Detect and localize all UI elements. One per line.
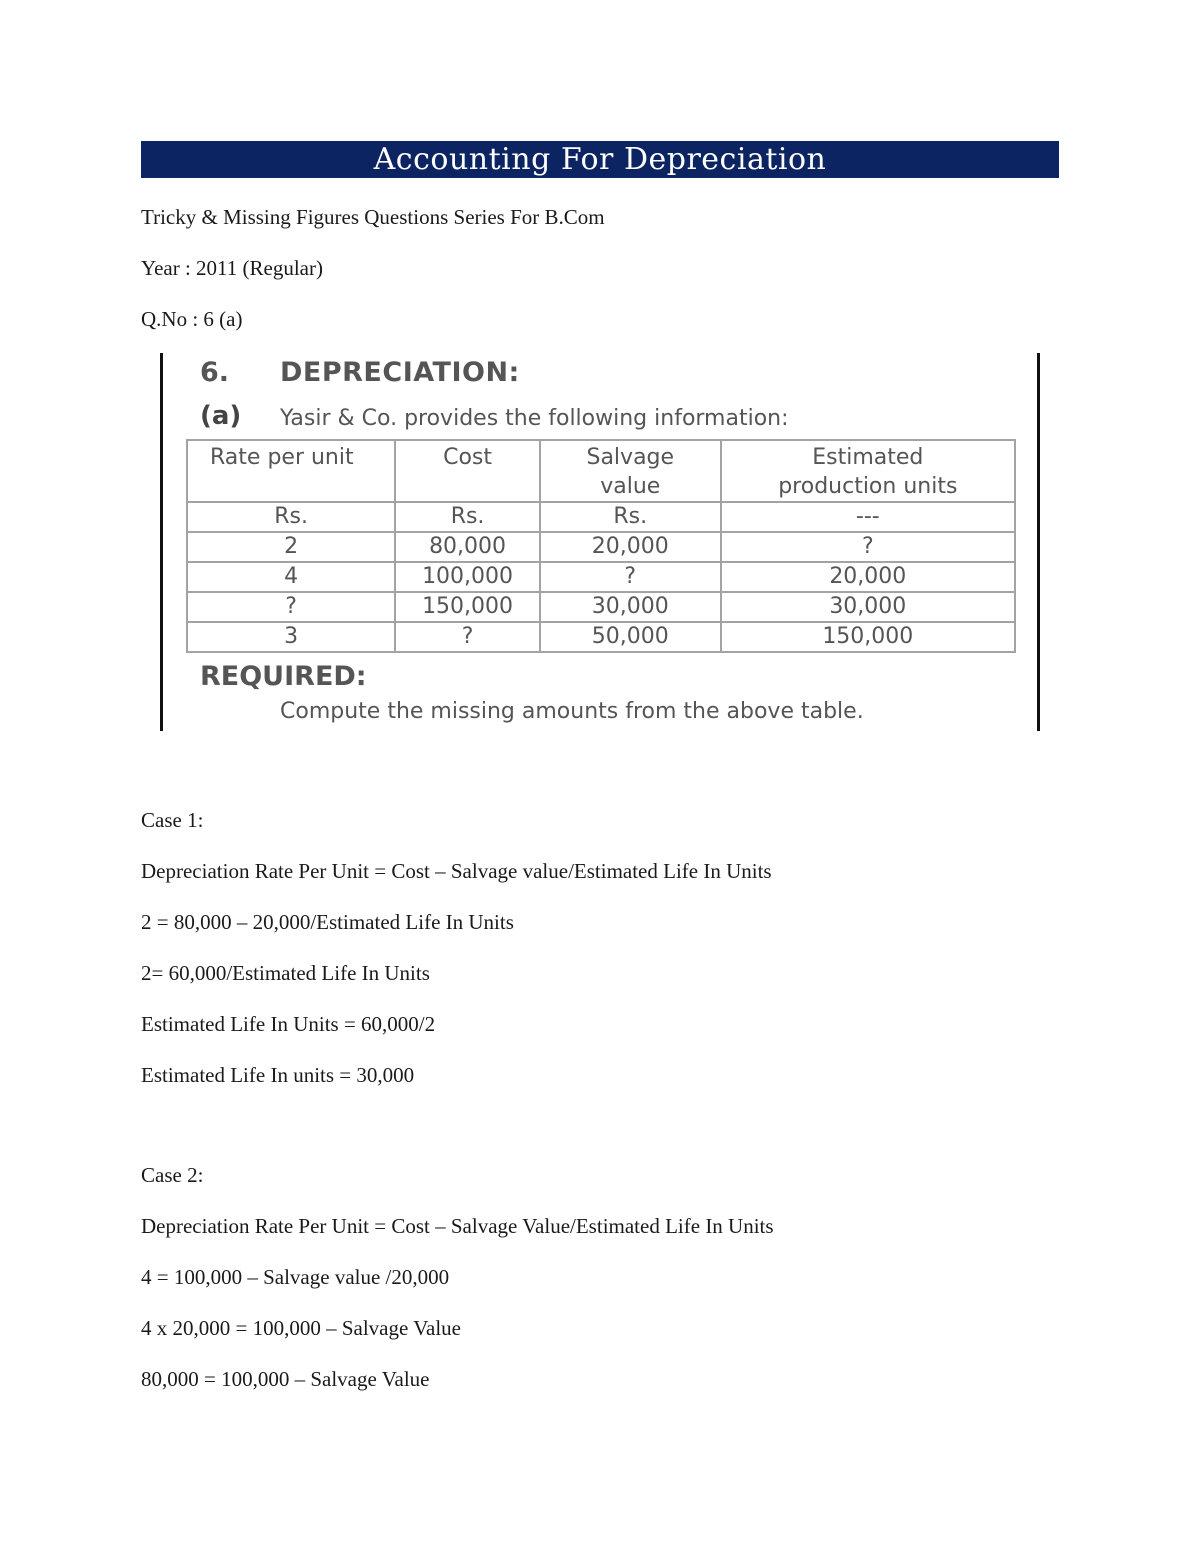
table-row <box>187 592 1015 622</box>
table-cell: 50,000 <box>540 622 721 652</box>
table-cell: 20,000 <box>540 532 721 562</box>
case2-label: Case 2: <box>141 1163 204 1187</box>
header-cost: Cost <box>395 440 540 502</box>
table-cell: ? <box>540 562 721 592</box>
question-intro: Yasir & Co. provides the following information: <box>280 406 789 431</box>
question-sub-label: (a) <box>200 401 242 431</box>
case2-line-substitution: 4 = 100,000 – Salvage value /20,000 <box>141 1265 450 1289</box>
table-cell: 30,000 <box>540 592 721 622</box>
table-cell: --- <box>721 502 1015 532</box>
table-cell: 150,000 <box>395 592 540 622</box>
table-units-row <box>187 502 1015 532</box>
given-data-table <box>186 439 1016 653</box>
question-number: 6. <box>200 357 230 388</box>
series-subtitle: Tricky & Missing Figures Questions Series For B.Com <box>141 205 605 229</box>
table-row <box>187 622 1015 652</box>
case1-line-substitution: 2 = 80,000 – 20,000/Estimated Life In Units <box>141 910 514 934</box>
table-row <box>187 562 1015 592</box>
table-cell: ? <box>721 532 1015 562</box>
case1-line-simplify: 2= 60,000/Estimated Life In Units <box>141 961 430 985</box>
table-row <box>187 532 1015 562</box>
question-heading: DEPRECIATION: <box>280 357 520 388</box>
case1-line-result: Estimated Life In units = 30,000 <box>141 1063 415 1087</box>
required-text: Compute the missing amounts from the above table. <box>280 699 864 724</box>
case1-label: Case 1: <box>141 808 204 832</box>
question-scan-image <box>160 353 1040 731</box>
header-rate-per-unit: Rate per unit <box>187 440 395 502</box>
table-cell: 150,000 <box>721 622 1015 652</box>
case2-line-simplify: 80,000 = 100,000 – Salvage Value <box>141 1367 430 1391</box>
required-label: REQUIRED: <box>200 661 367 692</box>
header-estimated-production-units: Estimated production units <box>721 440 1015 502</box>
frame-right-border <box>1037 353 1040 731</box>
frame-left-border <box>160 353 163 731</box>
table-cell: 3 <box>187 622 395 652</box>
question-number-line: Q.No : 6 (a) <box>141 307 243 331</box>
case1-line-rearrange: Estimated Life In Units = 60,000/2 <box>141 1012 436 1036</box>
table-cell: ? <box>395 622 540 652</box>
header-salvage-value: Salvage value <box>540 440 721 502</box>
table-cell: 30,000 <box>721 592 1015 622</box>
table-cell: 4 <box>187 562 395 592</box>
page-title: Accounting For Depreciation <box>141 141 1059 178</box>
table-header-row <box>187 440 1015 502</box>
table-cell: 20,000 <box>721 562 1015 592</box>
table-cell: Rs. <box>187 502 395 532</box>
table-cell: Rs. <box>540 502 721 532</box>
table-cell: 2 <box>187 532 395 562</box>
case2-line-multiply: 4 x 20,000 = 100,000 – Salvage Value <box>141 1316 462 1340</box>
table-cell: Rs. <box>395 502 540 532</box>
table-cell: 100,000 <box>395 562 540 592</box>
case1-line-formula: Depreciation Rate Per Unit = Cost – Salvage value/Estimated Life In Units <box>141 859 772 883</box>
case2-line-formula: Depreciation Rate Per Unit = Cost – Salvage Value/Estimated Life In Units <box>141 1214 774 1238</box>
year-line: Year : 2011 (Regular) <box>141 256 323 280</box>
table-cell: 80,000 <box>395 532 540 562</box>
table-cell: ? <box>187 592 395 622</box>
